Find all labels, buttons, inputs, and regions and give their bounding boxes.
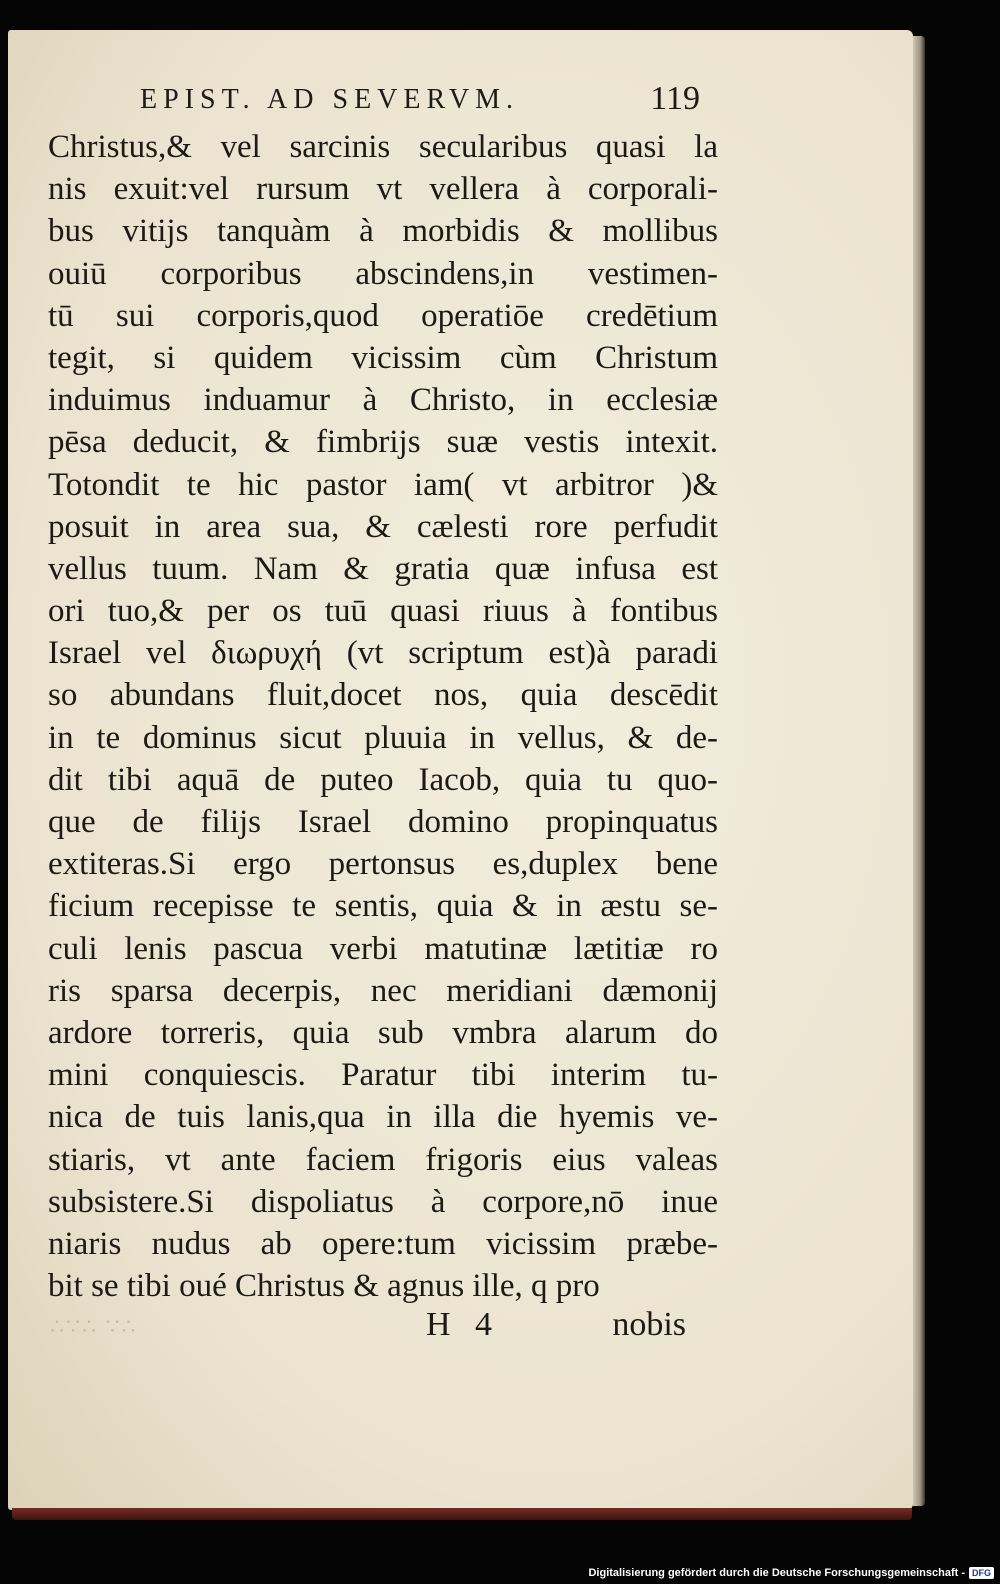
running-head: EPIST. AD SEVERVM. bbox=[140, 84, 520, 115]
text-line: posuit in area sua, & cælesti rore perfudit bbox=[48, 508, 718, 545]
text-line: nis exuit:vel rursum vt vellera à corporali- bbox=[48, 171, 718, 208]
text-line: induimus induamur à Christo, in ecclesiæ bbox=[48, 382, 718, 419]
text-line: bit se tibi oué Christus & agnus ille, q pro bbox=[48, 1268, 600, 1305]
text-line: vellus tuum. Nam & gratia quæ infusa est bbox=[48, 550, 718, 587]
page-header bbox=[140, 80, 700, 124]
text-line: Israel vel διωρυχή (vt scriptum est)à paradi bbox=[48, 635, 718, 672]
text-line: que de filijs Israel domino propinquatus bbox=[48, 804, 718, 840]
text-line: Christus,& vel sarcinis secularibus quasi la bbox=[48, 129, 718, 165]
text-line: niaris nudus ab opere:tum vicissim præbe- bbox=[48, 1225, 718, 1262]
folio-number: 119 bbox=[650, 80, 700, 117]
dfg-logo-icon: DFG bbox=[969, 1567, 994, 1579]
page-bottom-edge bbox=[12, 1508, 912, 1520]
text-line: Totondit te hic pastor iam( vt arbitror )& bbox=[48, 466, 718, 503]
page-fore-edge bbox=[913, 36, 925, 1506]
text-line: tegit, si quidem vicissim cùm Christum bbox=[48, 339, 718, 376]
text-line: so abundans fluit,docet nos, quia descēdit bbox=[48, 677, 718, 714]
credit-text: Digitalisierung gefördert durch die Deutsche Forschungsgemeinschaft - bbox=[588, 1567, 965, 1579]
text-line: ardore torreris, quia sub vmbra alarum do bbox=[48, 1014, 718, 1051]
catchword: nobis bbox=[612, 1306, 686, 1343]
text-line: dit tibi aquā de puteo Iacob, quia tu quo- bbox=[48, 761, 718, 798]
show-through-marks: ∴∵∴ ∵∴ bbox=[50, 1314, 138, 1339]
text-line: ori tuo,& per os tuū quasi riuus à fontibus bbox=[48, 593, 718, 630]
text-line: tū sui corporis,quod operatiōe credētium bbox=[48, 297, 718, 334]
text-line: culi lenis pascua verbi matutinæ lætitiæ ro bbox=[48, 930, 718, 967]
text-line: ficium recepisse te sentis, quia & in æstu se- bbox=[48, 888, 718, 925]
text-line: in te dominus sicut pluuia in vellus, & de- bbox=[48, 719, 718, 756]
signature-mark: H 4 bbox=[426, 1306, 501, 1343]
text-line: nica de tuis lanis,qua in illa die hyemis ve- bbox=[48, 1099, 718, 1136]
text-line: extiteras.Si ergo pertonsus es,duplex bene bbox=[48, 846, 718, 883]
text-line: pēsa deducit, & fimbrijs suæ vestis intexit. bbox=[48, 424, 718, 461]
text-line: mini conquiescis. Paratur tibi interim tu- bbox=[48, 1057, 718, 1094]
text-line: bus vitijs tanquàm à morbidis & mollibus bbox=[48, 213, 718, 250]
text-line: ouiū corporibus abscindens,in vestimen- bbox=[48, 255, 718, 292]
digitization-credit bbox=[588, 1564, 994, 1582]
text-line: ris sparsa decerpis, nec meridiani dæmonij bbox=[48, 972, 718, 1009]
text-line: stiaris, vt ante faciem frigoris eius valeas bbox=[48, 1141, 718, 1178]
page-footer bbox=[426, 1306, 686, 1352]
text-line: subsistere.Si dispoliatus à corpore,nō inue bbox=[48, 1183, 718, 1220]
text-block bbox=[48, 126, 718, 1307]
